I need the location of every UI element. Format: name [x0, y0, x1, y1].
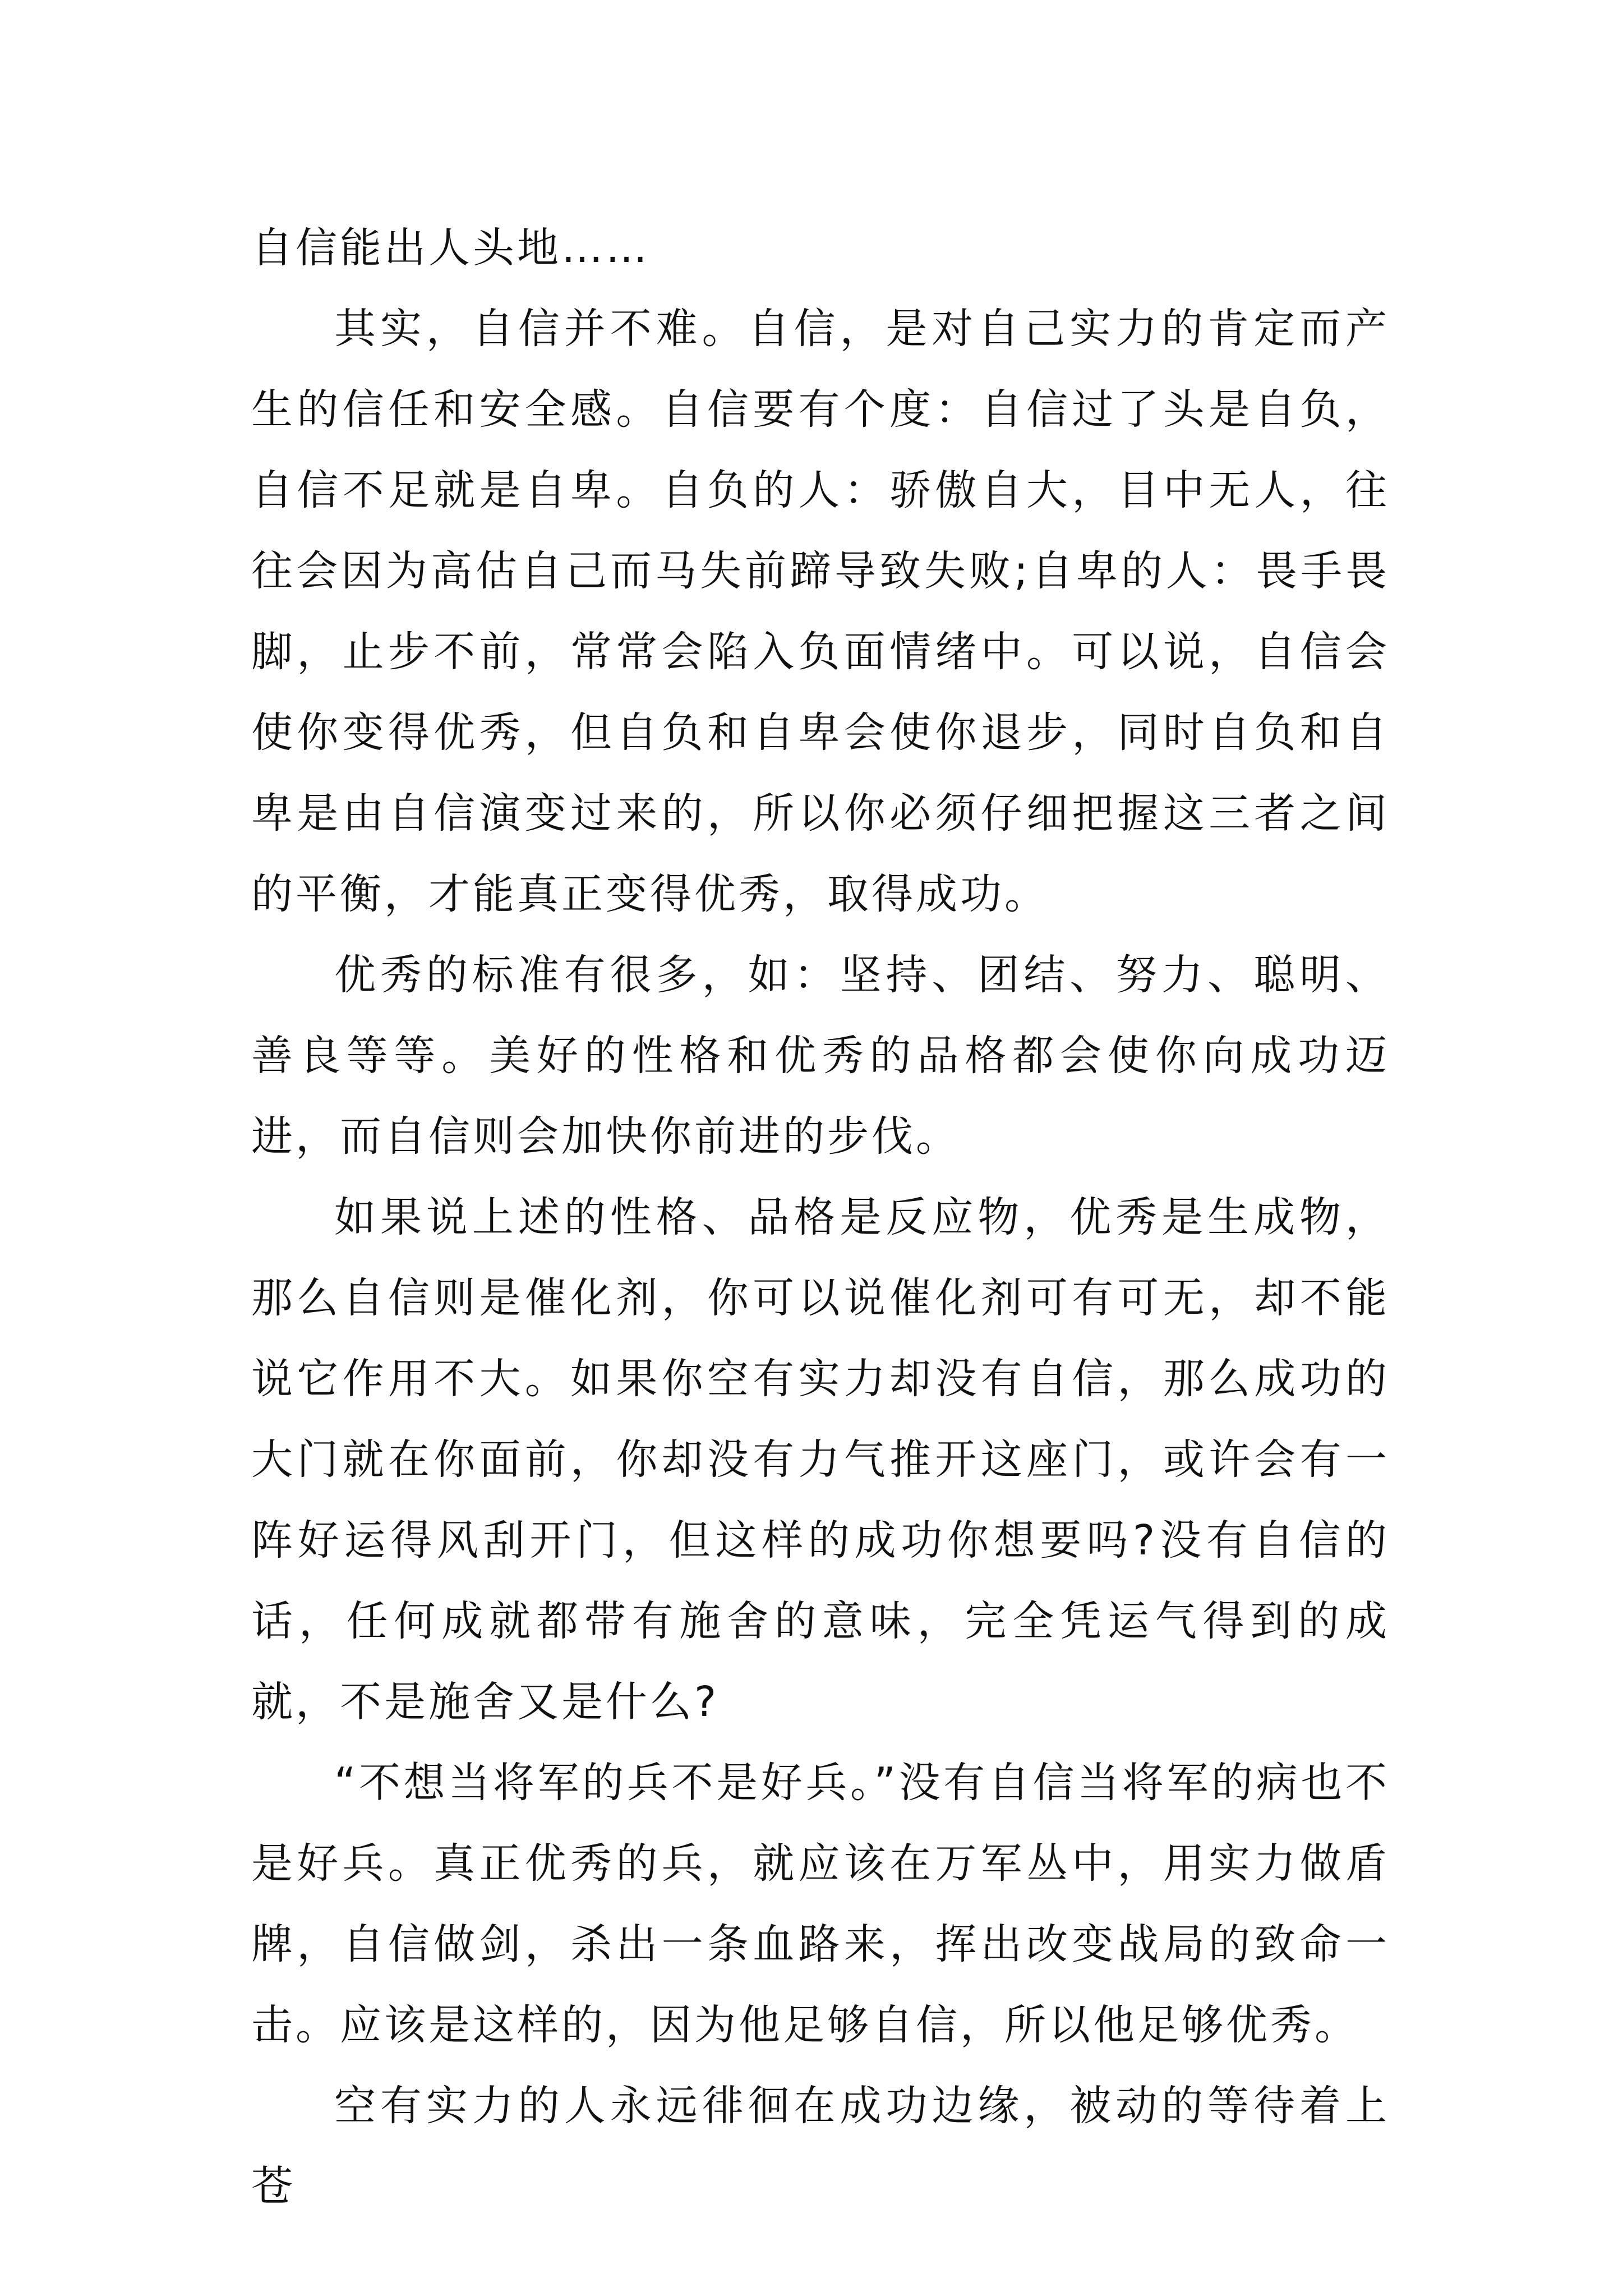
paragraph-continuation: 自信能出人头地…… [251, 224, 650, 272]
paragraph-excellence-standards: 优秀的标准有很多，如：坚持、团结、努力、聪明、善良等等。美好的性格和优秀的品格都会使你向成功迈进，而自信则会加快你前进的步伐。 [251, 951, 1390, 1161]
document-body [251, 208, 1390, 2227]
paragraph-soldier-quote: “不想当将军的兵不是好兵。”没有自信当将军的病也不是好兵。真正优秀的兵，就应该在万军丛中，用实力做盾牌，自信做剑，杀出一条血路来，挥出改变战局的致命一击。应该是这样的，因为他足够自信，所以他足够优秀。 [251, 1759, 1390, 2049]
paragraph-confidence-definition: 其实，自信并不难。自信，是对自己实力的肯定而产生的信任和安全感。自信要有个度：自信过了头是自负，自信不足就是自卑。自负的人：骄傲自大，目中无人，往往会因为高估自己而马失前蹄导致失败;自卑的人：畏手畏脚，止步不前，常常会陷入负面情绪中。可以说，自信会使你变得优秀，但自负和自卑会使你退步，同时自负和自卑是由自信演变过来的，所以你必须仔细把握这三者之间的平衡，才能真正变得优秀，取得成功。 [251, 305, 1390, 918]
paragraph-closing: 空有实力的人永远徘徊在成功边缘，被动的等待着上苍 [251, 2082, 1390, 2211]
paragraph-catalyst-analogy: 如果说上述的性格、品格是反应物，优秀是生成物，那么自信则是催化剂，你可以说催化剂可有可无，却不能说它作用不大。如果你空有实力却没有自信，那么成功的大门就在你面前，你却没有力气推开这座门，或许会有一阵好运得风刮开门，但这样的成功你想要吗?没有自信的话，任何成就都带有施舍的意味，完全凭运气得到的成就，不是施舍又是什么? [251, 1193, 1390, 1726]
